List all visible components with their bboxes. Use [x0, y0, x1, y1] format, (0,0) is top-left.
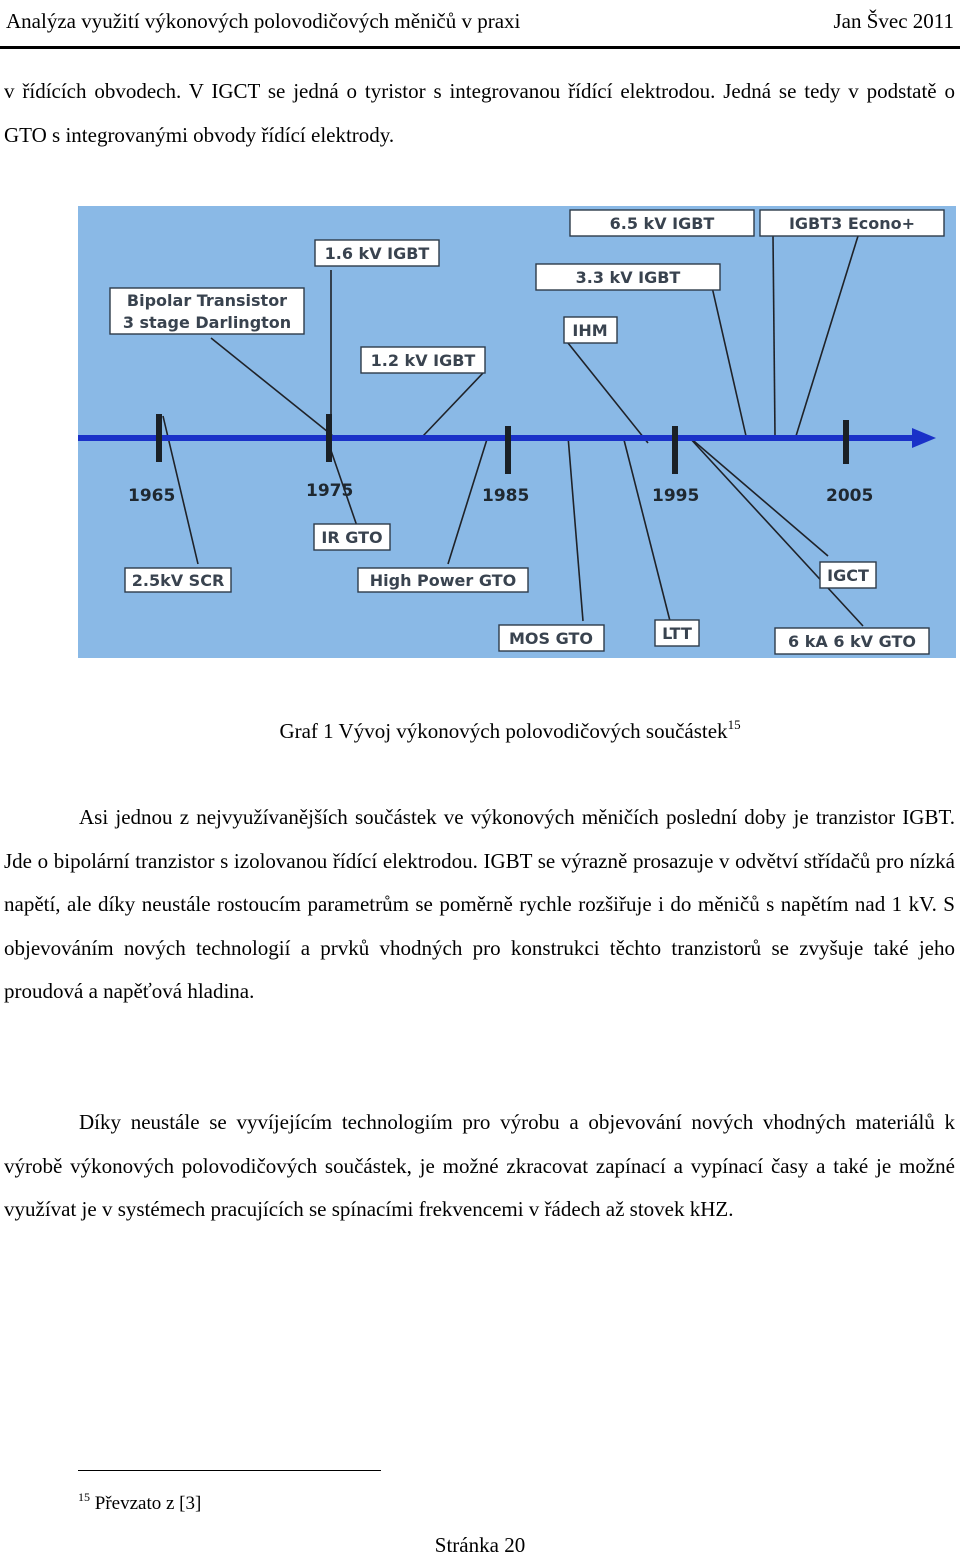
timeline-arrow — [912, 428, 936, 448]
figure-caption — [0, 711, 960, 751]
footnote-rule — [78, 1470, 381, 1471]
label-3-3kv-igbt: 3.3 kV IGBT — [575, 268, 681, 287]
caption-footnote-ref[interactable]: 15 — [727, 717, 741, 732]
page-number: Stránka 20 — [434, 1533, 526, 1557]
label-2-5kv-scr: 2.5kV SCR — [131, 571, 225, 590]
label-boxes — [110, 210, 944, 654]
label-6-5kv-igbt: 6.5 kV IGBT — [609, 214, 715, 233]
label-1-6kv-igbt: 1.6 kV IGBT — [324, 244, 430, 263]
paragraph-2: Asi jednou z nejvyužívanějších součástek ve výkonových měničích poslední doby je tranzistor IGBT. Jde o bipolární tranzistor s izolovanou řídící elektrodou. IGBT se výrazně prosazuje v odvětví střídačů pro nízká napětí, ale díky neustále rostoucím parametrům se poměrně rychle rozšiřuje i do měničů s napětím nad 1 kV. S objevováním nových technologií a prvků vhodných pro konstrukci těchto tranzistorů se zvyšuje také jeho proudová a napěťová hladina. — [4, 805, 955, 1004]
year-1965: 1965 — [128, 486, 176, 506]
label-high-power-gto: High Power GTO — [369, 571, 517, 590]
footnote — [78, 1490, 202, 1515]
header-author-year: Jan Švec 2011 — [833, 8, 954, 33]
footnote-text: Převzato z [3] — [94, 1493, 202, 1514]
label-ltt: LTT — [662, 624, 692, 643]
year-1985: 1985 — [482, 486, 530, 506]
caption-text: Graf 1 Vývoj výkonových polovodičových součástek — [279, 719, 728, 743]
year-2005: 2005 — [826, 486, 874, 506]
label-mos-gto: MOS GTO — [509, 629, 593, 648]
year-1995: 1995 — [652, 486, 700, 506]
label-1-2kv-igbt: 1.2 kV IGBT — [370, 351, 476, 370]
header-title: Analýza využití výkonových polovodičových měničů v praxi — [6, 8, 521, 33]
year-ticks — [156, 414, 849, 474]
label-ir-gto: IR GTO — [321, 528, 383, 547]
timeline-figure — [78, 206, 956, 658]
label-ihm: IHM — [572, 321, 608, 340]
footnote-number: 15 — [78, 1490, 90, 1504]
label-igct: IGCT — [827, 566, 869, 585]
label-6ka-6kv-gto: 6 kA 6 kV GTO — [788, 632, 916, 651]
label-bipolar-line1: Bipolar Transistor — [126, 291, 288, 310]
paragraph-1: v řídících obvodech. V IGCT se jedná o tyristor s integrovanou řídící elektrodou. Jedná se tedy v podstatě o GTO s integrovanými obvody řídící elektrody. — [4, 79, 955, 147]
header-rule — [0, 46, 960, 49]
label-igbt3-econo: IGBT3 Econo+ — [788, 214, 916, 233]
label-bipolar-line2: 3 stage Darlington — [122, 313, 292, 332]
paragraph-3: Díky neustále se vyvíjejícím technologiím pro výrobu a objevování nových vhodných materiálů k výrobě výkonových polovodičových součástek, je možné zkracovat zapínací a vypínací časy a také je možné využívat je v systémech pracujících se spínacími frekvencemi v řádech až stovek kHZ. — [4, 1110, 955, 1222]
timeline-svg — [78, 206, 956, 658]
page-header — [6, 4, 954, 38]
year-1975: 1975 — [306, 481, 354, 501]
